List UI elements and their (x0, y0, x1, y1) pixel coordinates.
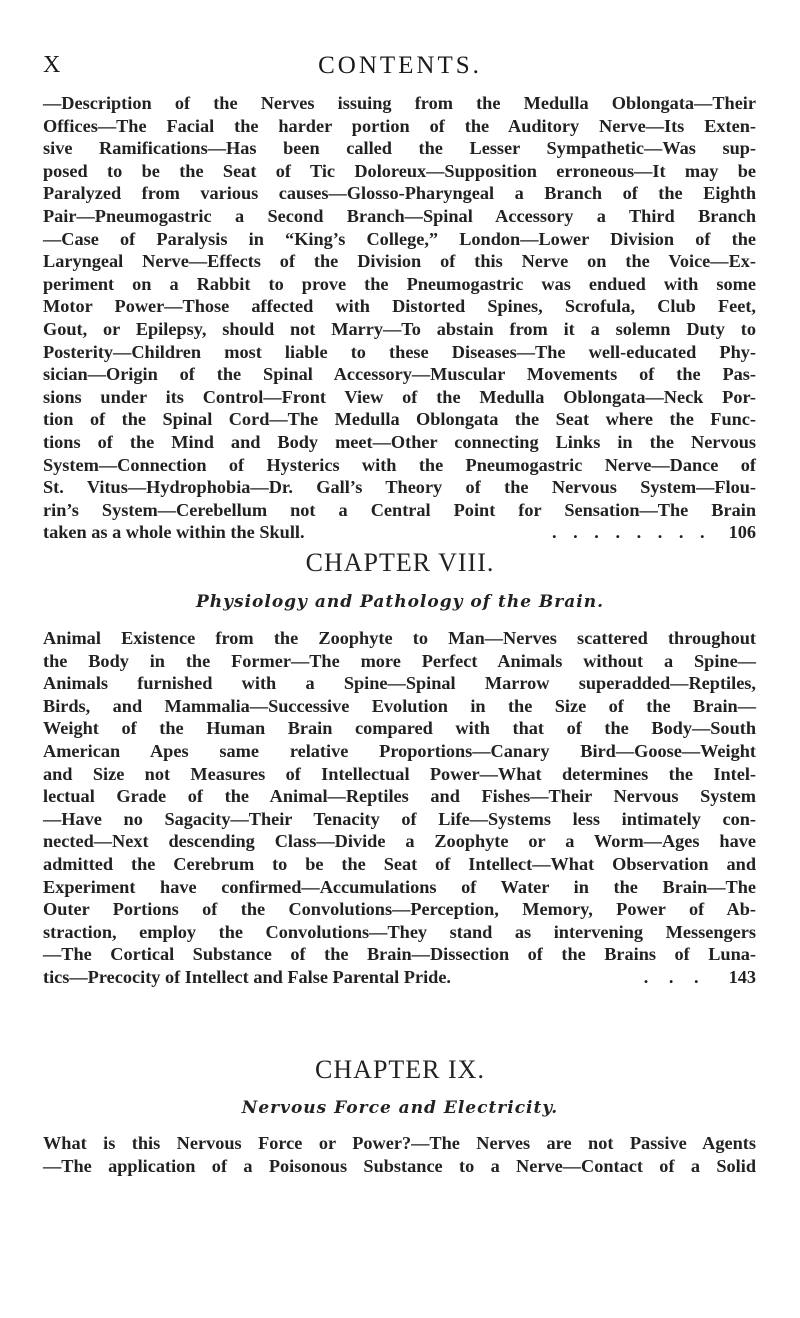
text-line: lectual Grade of the Animal—Reptiles and Fishes—Their Nervous System (43, 786, 756, 807)
text-line: American Apes same relative Proportions—Canary Bird—Goose—Weight (43, 740, 756, 761)
chapter-7-summary (43, 92, 756, 544)
text-line: Posterity—Children most liable to these Diseases—The well-educated Phy- (43, 341, 756, 362)
text-line: —Description of the Nerves issuing from the Medulla Oblongata—Their (43, 93, 756, 113)
running-head: CONTENTS. (318, 52, 482, 79)
text-line: sician—Origin of the Spinal Accessory—Muscular Movements of the Pas- (43, 364, 756, 385)
text-line: Animal Existence from the Zoophyte to Man—Nerves scattered throughout (43, 628, 756, 648)
text-line: —The application of a Poisonous Substance to a Nerve—Contact of a Solid (43, 1155, 756, 1176)
text-line: Weight of the Human Brain compared with that of the Body—South (43, 718, 756, 739)
text-line: Laryngeal Nerve—Effects of the Division of this Nerve on the Voice—Ex- (43, 251, 756, 272)
text-line: What is this Nervous Force or Power?—The Nerves are not Passive Agents (43, 1133, 756, 1153)
text-line: admitted the Cerebrum to be the Seat of Intellect—What Observation and (43, 853, 756, 874)
text-line: —Have no Sagacity—Their Tenacity of Life—Systems less intimately con- (43, 808, 756, 829)
text-line: the Body in the Former—The more Perfect Animals without a Spine— (43, 650, 756, 671)
text-line: Motor Power—Those affected with Distorted Spines, Scrofula, Club Feet, (43, 296, 756, 317)
text-line: —Case of Paralysis in “King’s College,” London—Lower Division of the (43, 228, 756, 249)
dot-leaders: . . . (643, 966, 707, 987)
chapter-8-subtitle: Physiology and Pathology of the Brain. (195, 592, 604, 612)
text-line: periment on a Rabbit to prove the Pneumogastric was endued with some (43, 273, 756, 294)
text-line: Paralyzed from various causes—Glosso-Pharyngeal a Branch of the Eighth (43, 183, 756, 204)
chapter-8-heading: CHAPTER VIII. (305, 548, 495, 577)
text-line: Offices—The Facial the harder portion of the Auditory Nerve—Its Exten- (43, 115, 756, 136)
text-line: Birds, and Mammalia—Successive Evolution in the Size of the Brain— (43, 695, 756, 716)
text-line: —The Cortical Substance of the Brain—Dissection of the Brains of Luna- (43, 944, 756, 965)
page-number: 143 (728, 966, 756, 987)
text-line: sive Ramifications—Has been called the Lesser Sympathetic—Was sup- (43, 138, 756, 159)
toc-entry-line (43, 966, 756, 989)
chapter-9-heading: CHAPTER IX. (315, 1055, 485, 1084)
text-line: Outer Portions of the Convolutions—Perception, Memory, Power of Ab- (43, 899, 756, 920)
text-line: nected—Next descending Class—Divide a Zoophyte or a Worm—Ages have (43, 831, 756, 852)
page-number: 106 (728, 522, 756, 543)
text-line: sions under its Control—Front View of the Medulla Oblongata—Neck Por- (43, 386, 756, 407)
chapter-9-subtitle: Nervous Force and Electricity. (241, 1098, 559, 1118)
text-line: posed to be the Seat of Tic Doloreux—Supposition erroneous—It may be (43, 160, 756, 181)
text-line: Experiment have confirmed—Accumulations of Water in the Brain—The (43, 876, 756, 897)
text-line: Animals furnished with a Spine—Spinal Marrow superadded—Reptiles, (43, 673, 756, 694)
page-folio: X (43, 52, 62, 78)
text-line: straction, employ the Convolutions—They stand as intervening Messengers (43, 921, 756, 942)
text-line: and Size not Measures of Intellectual Power—What determines the Intel- (43, 763, 756, 784)
page-header (0, 46, 800, 86)
toc-entry-line (43, 521, 756, 544)
text-line: taken as a whole within the Skull. (43, 522, 305, 543)
text-line: System—Connection of Hysterics with the Pneumogastric Nerve—Dance of (43, 454, 756, 475)
text-line: tion of the Spinal Cord—The Medulla Oblongata the Seat where the Func- (43, 409, 756, 430)
text-line: tics—Precocity of Intellect and False Parental Pride. (43, 966, 452, 987)
chapter-8-summary (43, 627, 756, 989)
dot-leaders: . . . . . . . . (552, 522, 711, 543)
text-line: rin’s System—Cerebellum not a Central Point for Sensation—The Brain (43, 499, 756, 520)
text-line: Gout, or Epilepsy, should not Marry—To abstain from it a solemn Duty to (43, 318, 756, 339)
text-line: Pair—Pneumogastric a Second Branch—Spinal Accessory a Third Branch (43, 205, 756, 226)
text-line: tions of the Mind and Body meet—Other connecting Links in the Nervous (43, 431, 756, 452)
chapter-9-summary (43, 1132, 756, 1177)
text-line: St. Vitus—Hydrophobia—Dr. Gall’s Theory of the Nervous System—Flou- (43, 477, 756, 498)
